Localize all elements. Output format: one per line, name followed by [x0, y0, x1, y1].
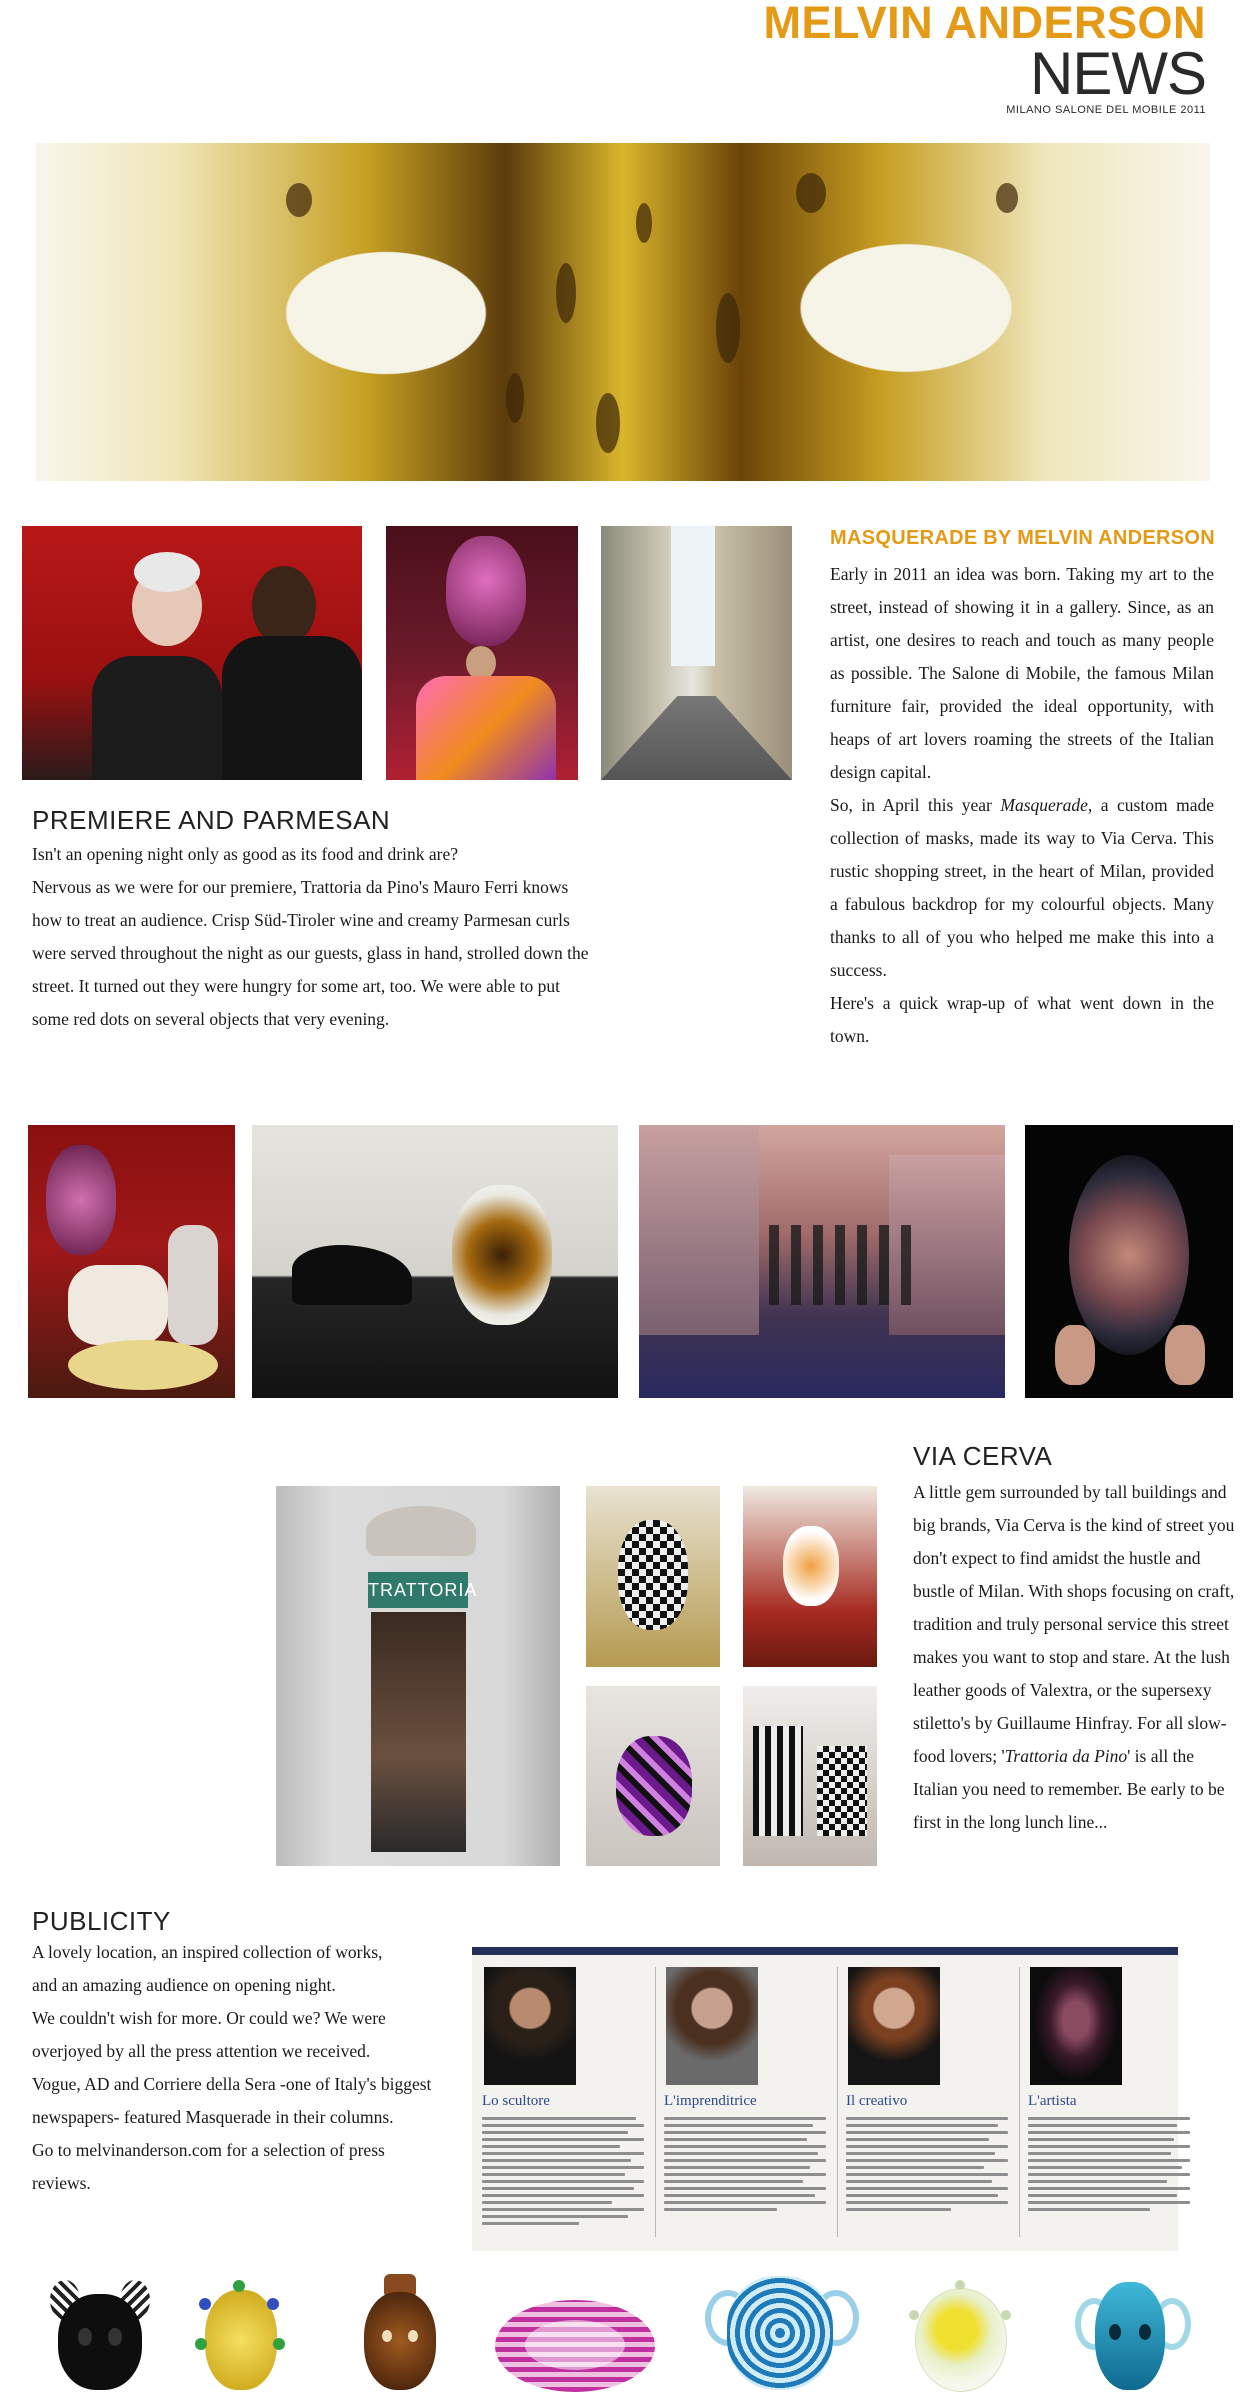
mask-blue-swirl: [705, 2276, 855, 2392]
press-column-entrepreneur: [662, 1967, 832, 2245]
press-photo-artist: [1030, 1967, 1122, 2085]
photo-purple-mask: [586, 1686, 720, 1866]
publicity-line-5: Vogue, AD and Corriere della Sera -one of Italy's biggest: [32, 2074, 432, 2094]
mask-pink-striped: [495, 2300, 655, 2392]
press-heading-artist: L'artista: [1028, 2093, 1077, 2109]
mask-black-swirl: [40, 2280, 160, 2392]
publicity-line-3: We couldn't wish for more. Or could we? We were: [32, 2008, 386, 2028]
publicity-text: [32, 1936, 492, 2200]
press-column-sculptor: [480, 1967, 650, 2245]
trattoria-sign: TRATTORIA: [368, 1572, 468, 1608]
press-photo-entrepreneur: [666, 1967, 758, 2085]
mask-turquoise: [1075, 2278, 1185, 2392]
photo-evening-street-crowd: [639, 1125, 1005, 1398]
publicity-title: PUBLICITY: [32, 1906, 171, 1936]
photo-window-display: [743, 1486, 877, 1667]
photo-checkered-mask-gold: [586, 1486, 720, 1667]
brand-name: MELVIN ANDERSON: [763, 0, 1206, 48]
photo-striped-display: [743, 1686, 877, 1866]
via-cerva-paragraph: A little gem surrounded by tall buildings and big brands, Via Cerva is the kind of street you don't expect to find amidst the hustle and bustle of Milan. With shops focusing on craft, tradition and truly personal service this street makes you want to stop and stare. At the lush leather goods of Valextra, or the supersexy stiletto's by Guillaume Hinfray. For all slow-food lovers; 'Trattoria da Pino' is all the Italian you need to remember. Be early to be first in the long lunch line...: [913, 1482, 1235, 1832]
photo-via-cerva-street: [601, 526, 792, 780]
masquerade-paragraph-1: Early in 2011 an idea was born. Taking my art to the street, instead of showing it in a gallery. Since, as an artist, one desires to reach and touch as many people as possible. The Salone di Mobile, the famous Milan furniture fair, provided the ideal opportunity, with heaps of art lovers roaming the streets of the Italian design capital.: [830, 564, 1214, 782]
premiere-paragraph-1: Isn't an opening night only as good as its food and drink are?: [32, 844, 458, 864]
masthead: [763, 0, 1206, 116]
press-column-artist: [1026, 1967, 1196, 2245]
press-clipping: [472, 1947, 1178, 2251]
publicity-line-4: overjoyed by all the press attention we received.: [32, 2041, 371, 2061]
masquerade-title: MASQUERADE BY MELVIN ANDERSON: [830, 527, 1216, 549]
mask-green-clear: [905, 2280, 1015, 2392]
mask-yellow-dots: [195, 2278, 285, 2392]
photo-guests-couple: [22, 526, 362, 780]
press-heading-sculptor: Lo scultore: [482, 2093, 550, 2109]
publicity-line-7: Go to melvinanderson.com for a selection of press: [32, 2140, 385, 2160]
photo-woman-with-mask: [386, 526, 578, 780]
masquerade-paragraph-2: So, in April this year Masquerade, a custom made collection of masks, made its way to Via Cerva. This rustic shopping street, in the heart of Milan, provided a fabulous backdrop for my colourful objects. Many thanks to all of you who helped me make this into a success.: [830, 795, 1214, 980]
brand-news: NEWS: [1030, 40, 1206, 107]
masquerade-text: [830, 558, 1214, 1053]
press-heading-entrepreneur: L'imprenditrice: [664, 2093, 757, 2109]
via-cerva-title: VIA CERVA: [913, 1441, 1053, 1471]
masquerade-paragraph-3: Here's a quick wrap-up of what went down in the town.: [830, 993, 1214, 1046]
publicity-line-2: and an amazing audience on opening night.: [32, 1975, 336, 1995]
publicity-line-6: newspapers- featured Masquerade in their columns.: [32, 2107, 394, 2127]
press-photo-sculptor: [484, 1967, 576, 2085]
mask-brown-vase: [360, 2274, 440, 2392]
photo-trattoria-window: [276, 1486, 560, 1866]
photo-hands-holding-mask: [1025, 1125, 1233, 1398]
publicity-line-1: A lovely location, an inspired collection of works,: [32, 1942, 383, 1962]
photo-parmesan-serving: [28, 1125, 235, 1398]
press-column-creative: [844, 1967, 1014, 2245]
press-heading-creative: Il creativo: [846, 2093, 908, 2109]
premiere-paragraph-2: Nervous as we were for our premiere, Trattoria da Pino's Mauro Ferri knows how to treat an audience. Crisp Süd-Tiroler wine and creamy Parmesan curls were served throughout the night as our guests, glass in hand, strolled down the street. It turned out they were hungry for some art, too. We were able to put some red dots on several objects that very evening.: [32, 877, 589, 1029]
via-cerva-text: [913, 1476, 1243, 1839]
photo-shoes-and-glass: [252, 1125, 618, 1398]
press-photo-creative: [848, 1967, 940, 2085]
publicity-line-8: reviews.: [32, 2173, 91, 2193]
hero-glass-image: [36, 143, 1210, 481]
premiere-title: PREMIERE AND PARMESAN: [32, 805, 391, 835]
premiere-text: [32, 838, 592, 1036]
brand-subtitle: MILANO SALONE DEL MOBILE 2011: [1006, 104, 1206, 116]
